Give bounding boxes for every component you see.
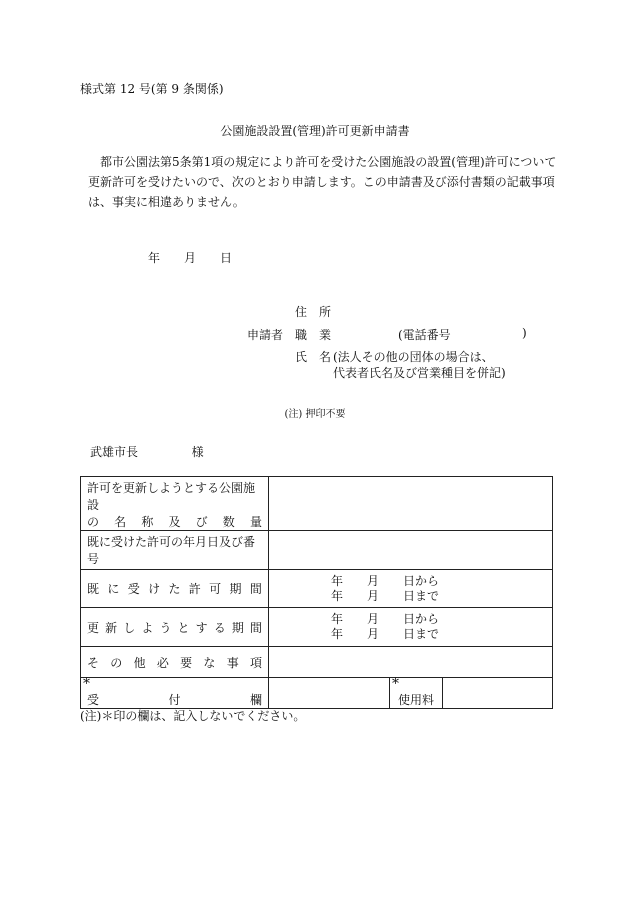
table-row: [81, 531, 553, 570]
label-char: 新: [105, 620, 118, 635]
prior-permit-label: 既に受けた許可の年月日及び番号: [87, 535, 256, 566]
renewal-period-label-cell: [81, 608, 269, 647]
label-char: 量: [249, 515, 262, 529]
label-char: 必: [156, 655, 169, 670]
fee-value-cell[interactable]: [443, 678, 553, 709]
prior-permit-label-cell: [81, 531, 269, 570]
label-char: 許: [188, 582, 201, 596]
to-label: 日まで: [403, 627, 440, 641]
address-label: 住 所: [295, 305, 332, 319]
name-note-1: (法人その他の団体の場合は、: [333, 350, 494, 364]
declaration-text: [88, 152, 558, 212]
label-char: よ: [141, 620, 154, 635]
declaration-line-1: 都市公園法第5条第1項の規定により許可を受けた公園施設の設置(管理)許可について: [88, 155, 557, 169]
addressee-honorific: 様: [191, 445, 204, 459]
label-char: た: [168, 582, 181, 596]
other-matters-label-cell: [81, 647, 269, 678]
fee-label-cell: [390, 678, 443, 709]
footer-note: (注)＊印の欄は、記入しないでください。: [80, 709, 306, 723]
addressee: [90, 443, 204, 460]
label-char: 他: [133, 655, 146, 670]
date-year-label: 年: [148, 251, 161, 265]
label-char: 更: [87, 620, 100, 635]
table-row: [81, 647, 553, 678]
facility-label-line2: [81, 513, 268, 530]
year-label: 年: [331, 627, 344, 641]
month-label: 月: [367, 612, 380, 626]
phone-close: ): [522, 326, 527, 340]
document-title: 公園施設設置(管理)許可更新申請書: [220, 124, 410, 138]
declaration-line-3: は、事実に相違ありません。: [88, 195, 245, 209]
label-char: し: [123, 620, 136, 635]
month-label: 月: [367, 627, 380, 641]
label-char: 及: [168, 515, 181, 529]
label-char: 期: [231, 620, 244, 635]
label-char: 称: [141, 515, 154, 529]
label-char: の: [110, 655, 123, 670]
name-label: 氏 名: [295, 350, 332, 364]
from-label: 日から: [403, 573, 440, 588]
label-char: 付: [168, 693, 181, 707]
label-char: そ: [87, 655, 100, 670]
label-char: な: [203, 655, 216, 670]
label-char: 受: [87, 693, 100, 707]
label-char: 数: [222, 515, 235, 529]
addressee-name: 武雄市長: [90, 445, 139, 459]
label-char: 名: [114, 515, 127, 529]
facility-label-line1: 許可を更新しようとする公園施設: [87, 481, 256, 512]
from-label: 日から: [403, 612, 440, 626]
star-mark: *: [83, 676, 90, 692]
label-char: の: [87, 515, 100, 529]
reception-value-cell[interactable]: [269, 678, 390, 709]
prior-period-value-cell[interactable]: [269, 570, 553, 608]
period-from-line: [269, 574, 552, 589]
label-char: 間: [249, 582, 262, 596]
table-row: [81, 678, 553, 709]
label-char: 項: [249, 655, 262, 670]
period-to-line: [269, 627, 552, 642]
facility-label-cell: [81, 477, 269, 531]
renewal-period-value-cell[interactable]: [269, 608, 553, 647]
applicant-label: 申請者: [247, 328, 284, 342]
label-char: け: [148, 582, 161, 596]
to-label: 日まで: [403, 588, 440, 603]
table-row: [81, 477, 553, 531]
occupation-label: 職 業: [295, 328, 332, 342]
phone-label: (電話番号: [398, 328, 451, 342]
label-char: と: [177, 620, 190, 635]
facility-value-cell[interactable]: [269, 477, 553, 531]
date-month-label: 月: [184, 251, 197, 265]
label-char: 受: [127, 582, 140, 596]
date-day-label: 日: [220, 251, 233, 265]
label-char: 既: [87, 582, 100, 596]
year-label: 年: [331, 612, 344, 626]
label-char: る: [213, 620, 226, 635]
label-char: 欄: [249, 693, 262, 707]
reception-label-cell: [81, 678, 269, 709]
table-row: [81, 570, 553, 608]
declaration-line-2: 更新許可を受けたいので、次のとおり申請します。この申請書及び添付書類の記載事項: [88, 175, 555, 189]
prior-permit-value-cell[interactable]: [269, 531, 553, 570]
application-table: [80, 476, 553, 709]
month-label: 月: [367, 588, 380, 603]
period-to-line: [269, 589, 552, 604]
fee-label: 使用料: [397, 693, 434, 707]
table-row: [81, 608, 553, 647]
label-char: 要: [180, 655, 193, 670]
label-char: 間: [249, 620, 262, 635]
label-char: び: [195, 515, 208, 529]
prior-period-label-cell: [81, 570, 269, 608]
month-label: 月: [367, 573, 380, 588]
label-char: す: [195, 620, 208, 635]
other-matters-value-cell[interactable]: [269, 647, 553, 678]
label-char: 事: [226, 655, 239, 670]
form-number: 様式第 12 号(第 9 条関係): [80, 82, 224, 96]
period-from-line: [269, 612, 552, 627]
label-char: 可: [209, 582, 222, 596]
label-char: う: [159, 620, 172, 635]
name-note-2: 代表者氏名及び営業種目を併記): [333, 366, 506, 380]
star-mark: *: [392, 676, 399, 692]
label-char: に: [107, 582, 120, 596]
year-label: 年: [331, 588, 344, 603]
label-char: 期: [229, 582, 242, 596]
year-label: 年: [331, 573, 344, 588]
seal-note: (注) 押印不要: [284, 409, 346, 420]
